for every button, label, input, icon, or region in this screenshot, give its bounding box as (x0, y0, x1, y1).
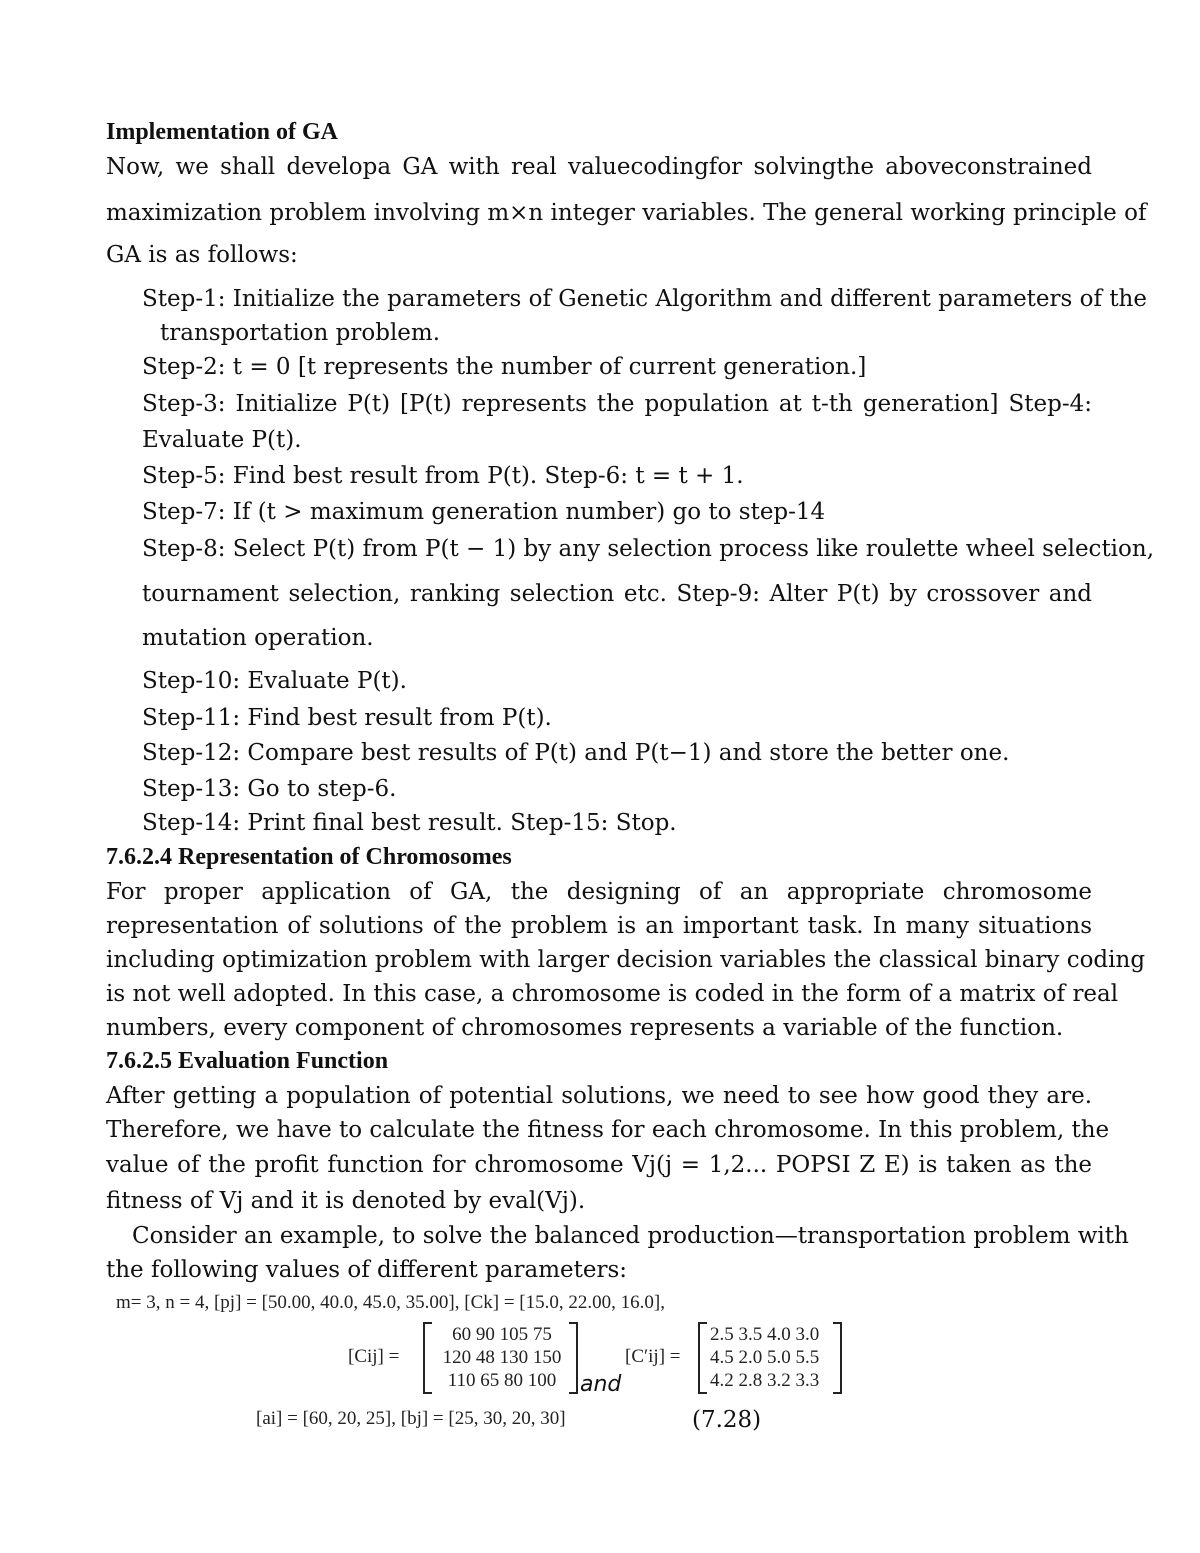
evaluation-line-3: value of the profit function for chromosome Vj(j = 1,2... POPSI Z E) is taken as the (106, 1152, 1092, 1178)
page-heading: Implementation of GA (106, 119, 338, 145)
evaluation-line-2: Therefore, we have to calculate the fitness for each chromosome. In this problem, the (106, 1117, 1110, 1143)
cij-label: [Cij] = (348, 1346, 400, 1367)
section-heading-evaluation: 7.6.2.5 Evaluation Function (106, 1048, 389, 1074)
chromosome-line-4: is not well adopted. In this case, a chromosome is coded in the form of a matrix of real (106, 981, 1119, 1007)
chromosome-line-3: including optimization problem with larger decision variables the classical binary coding (106, 947, 1146, 973)
step-line-12: Step-11: Find best result from P(t). (142, 705, 552, 731)
cij-right-bracket (569, 1322, 578, 1394)
intro-line-1: Now, we shall developa GA with real valuecodingfor solvingthe aboveconstrained (106, 154, 1092, 180)
cprime-right-bracket (833, 1322, 842, 1394)
step-line-13: Step-12: Compare best results of P(t) and P(t−1) and store the better one. (142, 740, 1010, 766)
step-line-1: Step-1: Initialize the parameters of Genetic Algorithm and different parameters of the (142, 286, 1147, 312)
cij-left-bracket (423, 1322, 432, 1394)
cij-row-1: 60 90 105 75 (452, 1324, 552, 1345)
cij-matrix (438, 1323, 566, 1392)
cprime-left-bracket (698, 1322, 707, 1394)
step-line-9: tournament selection, ranking selection etc. Step-9: Alter P(t) by crossover and (142, 581, 1092, 607)
evaluation-line-1: After getting a population of potential solutions, we need to see how good they are. (106, 1083, 1092, 1109)
cprime-row-2: 4.5 2.0 5.0 5.5 (710, 1347, 820, 1368)
step-line-7: Step-7: If (t > maximum generation number) go to step-14 (142, 499, 826, 525)
step-line-14: Step-13: Go to step-6. (142, 776, 397, 802)
cprime-label: [C′ij] = (625, 1346, 681, 1367)
section-heading-chromosomes: 7.6.2.4 Representation of Chromosomes (106, 844, 512, 870)
equation-number: (7.28) (692, 1407, 762, 1433)
cij-row-3: 110 65 80 100 (447, 1370, 557, 1391)
step-line-15: Step-14: Print final best result. Step-15: Stop. (142, 810, 677, 836)
ab-equation: [ai] = [60, 20, 25], [bj] = [25, 30, 20, 30] (256, 1408, 566, 1429)
step-line-5: Evaluate P(t). (142, 427, 302, 453)
step-line-8: Step-8: Select P(t) from P(t − 1) by any selection process like roulette wheel selection, (142, 536, 1155, 562)
params-equation: m= 3, n = 4, [pj] = [50.00, 40.0, 45.0, 35.00], [Ck] = [15.0, 22.00, 16.0], (116, 1292, 665, 1313)
step-line-10: mutation operation. (142, 625, 374, 651)
example-line-2: the following values of different parameters: (106, 1257, 628, 1283)
and-word: and (580, 1372, 622, 1397)
step-line-2: transportation problem. (160, 320, 441, 346)
example-line-1: Consider an example, to solve the balanced production—transportation problem with (132, 1223, 1129, 1249)
cij-row-2: 120 48 130 150 (442, 1347, 562, 1368)
evaluation-line-4: fitness of Vj and it is denoted by eval(Vj). (106, 1188, 586, 1214)
step-line-6: Step-5: Find best result from P(t). Step-6: t = t + 1. (142, 463, 744, 489)
step-line-11: Step-10: Evaluate P(t). (142, 668, 407, 694)
cprime-row-1: 2.5 3.5 4.0 3.0 (710, 1324, 820, 1345)
chromosome-line-5: numbers, every component of chromosomes represents a variable of the function. (106, 1015, 1064, 1041)
cprime-row-3: 4.2 2.8 3.2 3.3 (710, 1370, 820, 1391)
cprime-matrix (710, 1323, 819, 1392)
intro-line-3: GA is as follows: (106, 242, 298, 268)
intro-line-2: maximization problem involving m×n integer variables. The general working principle of (106, 200, 1147, 226)
step-line-3: Step-2: t = 0 [t represents the number of current generation.] (142, 354, 867, 380)
step-line-4: Step-3: Initialize P(t) [P(t) represents the population at t-th generation] Step-4: (142, 391, 1092, 417)
chromosome-line-1: For proper application of GA, the designing of an appropriate chromosome (106, 879, 1092, 905)
chromosome-line-2: representation of solutions of the problem is an important task. In many situations (106, 913, 1092, 939)
